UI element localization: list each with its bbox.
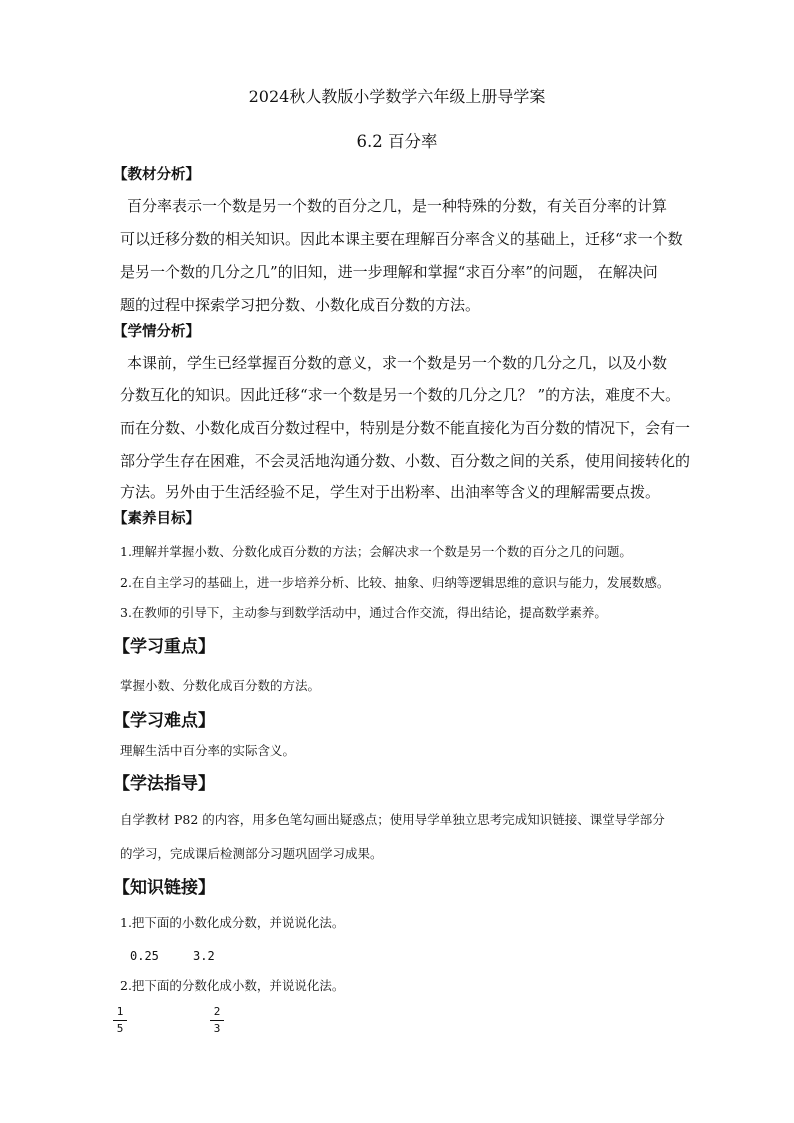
key-points-text: 掌握小数、分数化成百分数的方法。 — [120, 678, 321, 693]
difficulties-text: 理解生活中百分率的实际含义。 — [120, 743, 296, 758]
fraction — [113, 1005, 127, 1036]
method-guide-line: 的学习，完成课后检测部分习题巩固学习成果。 — [120, 846, 383, 861]
fraction-denominator: 5 — [116, 1022, 124, 1035]
section-heading-method-guide: 【学法指导】 — [113, 774, 215, 794]
method-guide-line: 自学教材 P82 的内容，用多色笔勾画出疑惑点；使用导学单独立思考完成知识链接、课堂导学部分 — [120, 812, 665, 827]
fraction-numerator: 2 — [213, 1005, 221, 1018]
decimal-value: 0.25 — [130, 949, 159, 963]
fraction-numerator: 1 — [116, 1005, 124, 1018]
section-heading-literacy-goals: 【素养目标】 — [113, 511, 200, 527]
goal-item: 2.在自主学习的基础上，进一步培养分析、比较、抽象、归纳等逻辑思维的意识与能力，发展数感。 — [120, 575, 670, 590]
section-heading-student-analysis: 【学情分析】 — [113, 324, 200, 340]
question-2: 2.把下面的分数化成小数，并说说化法。 — [120, 978, 345, 993]
student-analysis-line: 而在分数、小数化成百分数过程中，特别是分数不能直接化为百分数的情况下，会有一 — [120, 419, 691, 437]
section-heading-difficulties: 【学习难点】 — [113, 711, 215, 731]
textbook-analysis-line: 是另一个数的几分之几”的旧知，进一步理解和掌握“求百分率”的问题， 在解决问 — [120, 263, 658, 281]
student-analysis-line: 方法。另外由于生活经验不足，学生对于出粉率、出油率等含义的理解需要点拨。 — [120, 483, 661, 501]
student-analysis-line: 本课前，学生已经掌握百分数的意义，求一个数是另一个数的几分之几，以及小数 — [127, 354, 668, 372]
student-analysis-line: 分数互化的知识。因此迁移“求一个数是另一个数的几分之几？ ”的方法，难度不大。 — [120, 386, 681, 404]
section-heading-knowledge-link: 【知识链接】 — [113, 878, 215, 898]
student-analysis-line: 部分学生存在困难，不会灵活地沟通分数、小数、百分数之间的关系，使用间接转化的 — [120, 452, 691, 470]
fraction — [210, 1005, 224, 1036]
fraction-bar — [210, 1020, 224, 1021]
decimal-value: 3.2 — [193, 949, 215, 963]
section-heading-key-points: 【学习重点】 — [113, 637, 215, 657]
question-1: 1.把下面的小数化成分数，并说说化法。 — [120, 915, 345, 930]
goal-item: 1.理解并掌握小数、分数化成百分数的方法；会解决求一个数是另一个数的百分之几的问题。 — [120, 544, 632, 559]
goal-item: 3.在教师的引导下，主动参与到数学活动中，通过合作交流，得出结论，提高数学素养。 — [120, 605, 607, 620]
section-heading-textbook-analysis: 【教材分析】 — [113, 167, 200, 183]
textbook-analysis-line: 可以迁移分数的相关知识。因此本课主要在理解百分率含义的基础上，迁移“求一个数 — [120, 230, 683, 248]
lesson-title: 6.2 百分率 — [356, 132, 438, 151]
textbook-analysis-line: 百分率表示一个数是另一个数的百分之几，是一种特殊的分数，有关百分率的计算 — [127, 197, 668, 215]
textbook-analysis-line: 题的过程中探索学习把分数、小数化成百分数的方法。 — [120, 296, 481, 314]
fraction-bar — [113, 1020, 127, 1021]
document-title: 2024秋人教版小学数学六年级上册导学案 — [248, 87, 546, 106]
fraction-denominator: 3 — [213, 1022, 221, 1035]
